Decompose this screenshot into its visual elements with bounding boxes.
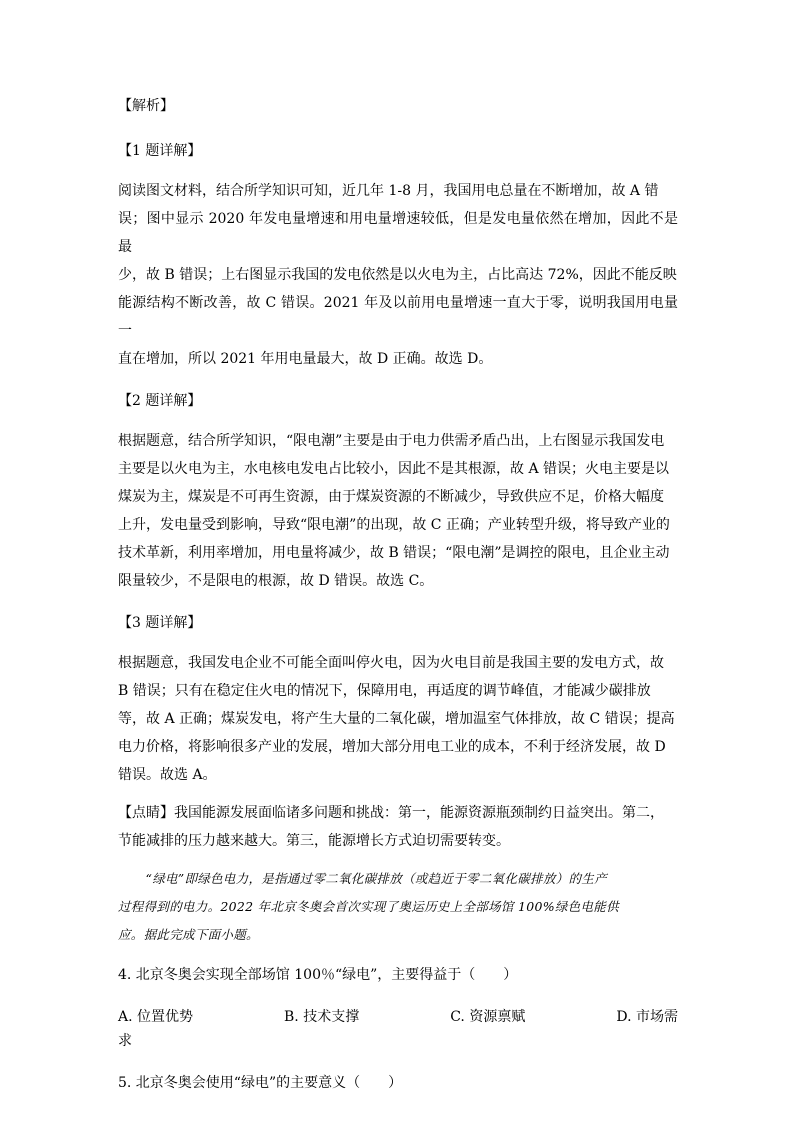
q2-line: 煤炭为主，煤炭是不可再生资源，由于煤炭资源的不断减少，导致供应不足，价格大幅度	[118, 489, 664, 505]
q1-line: 少，故 B 错误；上右图显示我国的发电依然是以火电为主，占比高达 72%，因此不能反映	[118, 267, 677, 283]
material-line: “绿电”即绿色电力，是指通过零二氧化碳排放（或趋近于零二氧化碳排放）的生产	[145, 871, 607, 886]
q1-heading: 【1 题详解】	[118, 143, 202, 159]
option-d-wrap: 求	[118, 1033, 132, 1049]
option-a[interactable]: A. 位置优势	[118, 1009, 194, 1025]
question-4-stem: 4. 北京冬奥会实现全部场馆 100％“绿电”，主要得益于（ ）	[118, 967, 518, 983]
q2-explanation	[118, 427, 678, 595]
tip-note	[118, 799, 678, 855]
q3-heading: 【3 题详解】	[118, 615, 202, 631]
q2-line: 上升，发电量受到影响，导致“限电潮”的出现，故 C 正确；产业转型升级，将导致产业的	[118, 517, 670, 533]
q3-line: B 错误；只有在稳定住火电的情况下，保障用电，再适度的调节峰值，才能减少碳排放	[118, 683, 651, 699]
q3-line: 等，故 A 正确；煤炭发电，将产生大量的二氧化碳，增加温室气体排放，故 C 错误；提高	[118, 711, 675, 727]
q2-line: 主要是以火电为主，水电核电发电占比较小，因此不是其根源，故 A 错误；火电主要是以	[118, 461, 670, 477]
q1-line: 阅读图文材料，结合所学知识可知，近几年 1-8 月，我国用电总量在不断增加，故 A 错	[118, 183, 659, 199]
q2-line: 限量较少，不是限电的根源，故 D 错误。故选 C。	[118, 573, 434, 589]
q1-line: 误；图中显示 2020 年发电量增速和用电量增速较低，但是发电量依然在增加，因此不是最	[118, 211, 678, 255]
q1-explanation	[118, 177, 678, 373]
q3-explanation	[118, 649, 678, 789]
analysis-heading: 【解析】	[118, 98, 174, 114]
question-5-stem: 5. 北京冬奥会使用“绿电”的主要意义（ ）	[118, 1075, 403, 1091]
question-4-options	[118, 1005, 678, 1029]
option-b[interactable]: B. 技术支撑	[284, 1009, 360, 1025]
option-c[interactable]: C. 资源禀赋	[450, 1009, 526, 1025]
tip-line: 【点睛】我国能源发展面临诸多问题和挑战：第一，能源资源瓶颈制约日益突出。第二，	[118, 805, 664, 821]
q2-line: 根据题意，结合所学知识，“限电潮”主要是由于电力供需矛盾凸出，上右图显示我国发电	[118, 433, 665, 449]
q3-line: 电力价格，将影响很多产业的发展，增加大部分用电工业的成本，不利于经济发展，故 D	[118, 739, 666, 755]
q2-line: 技术革新，利用率增加，用电量将减少，故 B 错误；“限电潮”是调控的限电，且企业主动	[118, 545, 670, 561]
q1-line: 能源结构不断改善，故 C 错误。2021 年及以前用电量增速一直大于零，说明我国用电量一	[118, 295, 678, 339]
material-line: 应。据此完成下面小题。	[118, 927, 259, 942]
material-line: 过程得到的电力。2022 年北京冬奥会首次实现了奥运历史上全部场馆 100%绿色电能供	[118, 899, 619, 914]
document-page	[118, 90, 678, 1095]
q2-heading: 【2 题详解】	[118, 393, 202, 409]
material-passage	[118, 865, 678, 949]
q3-line: 根据题意，我国发电企业不可能全面叫停火电，因为火电目前是我国主要的发电方式，故	[118, 655, 664, 671]
q3-line: 错误。故选 A。	[118, 767, 217, 783]
tip-line: 节能减排的压力越来越大。第三，能源增长方式迫切需要转变。	[118, 833, 510, 849]
option-d[interactable]: D. 市场需	[616, 1009, 678, 1025]
q1-line: 直在增加，所以 2021 年用电量最大，故 D 正确。故选 D。	[118, 351, 493, 367]
